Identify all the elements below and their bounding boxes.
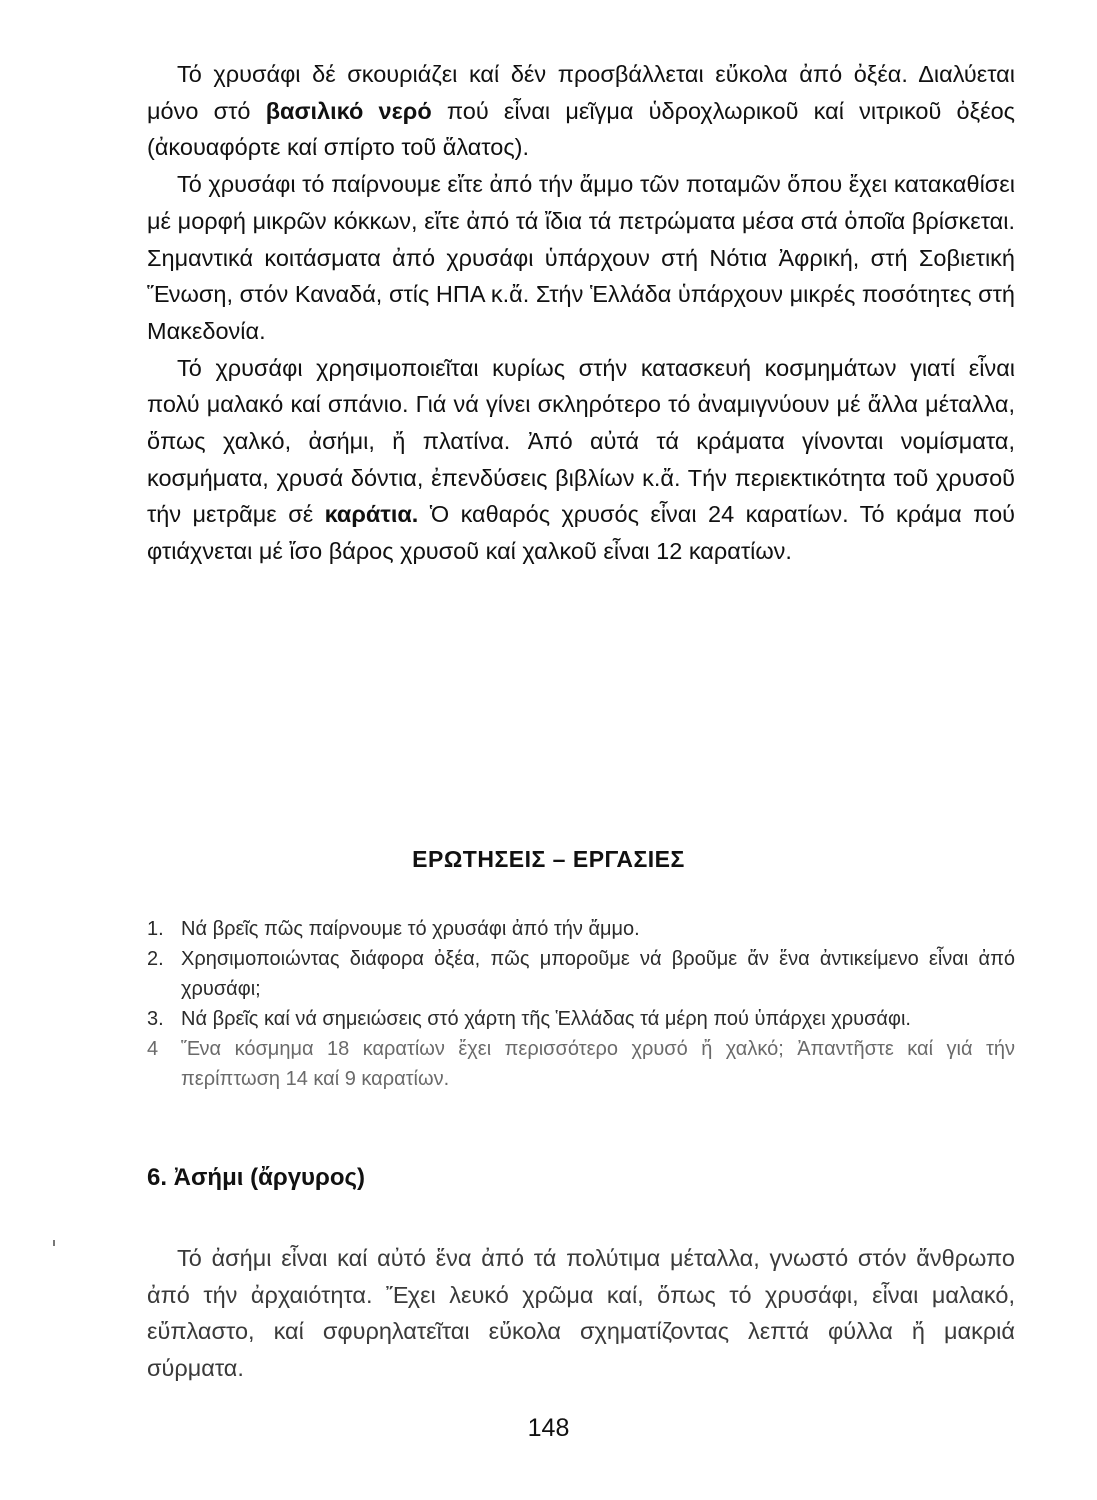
question-text: Νά βρεῖς πῶς παίρνουμε τό χρυσάφι ἀπό τήν ἄμμο. [181, 918, 640, 940]
question-text: Νά βρεῖς καί νά σημειώσεις στό χάρτη τῆς Ἑλλάδας τά μέρη πού ὑπάρχει χρυσάφι. [181, 1008, 911, 1030]
gold-paragraph-2 [147, 166, 1015, 350]
question-text: Χρησιμοποιώντας διάφορα ὀξέα, πῶς μποροῦμε νά βροῦμε ἄν ἕνα ἀντικείμενο εἶναι ἀπό χρυσάφι; [181, 948, 1015, 1000]
question-text: Ἕνα κόσμημα 18 καρατίων ἔχει περισσότερο χρυσό ἤ χαλκό; Ἀπαντῆστε καί γιά τήν περίπτωση 14 καί 9 καρατίων. [181, 1038, 1015, 1090]
silver-paragraph: Τό ἀσήμι εἶναι καί αὐτό ἕνα ἀπό τά πολύτιμα μέταλλα, γνωστό στόν ἄνθρωπο ἀπό τήν ἀρχαιότητα. Ἔχει λευκό χρῶμα καί, ὅπως τό χρυσάφι, εἶναι μαλακό, εὔπλαστο, καί σφυρηλατεῖται εὔκολα σχηματίζοντας λεπτά φύλλα ἤ μακριά σύρματα. [147, 1245, 1015, 1382]
question-item [147, 1004, 1015, 1034]
silver-section-title: 6. Ἀσήμι (ἄργυρος) [147, 1164, 366, 1191]
questions-list [147, 914, 1015, 1094]
page-number: 148 [527, 1414, 570, 1442]
question-item [147, 914, 1015, 944]
gold-section [147, 56, 1015, 570]
question-item [147, 944, 1015, 1004]
gold-p3-text-2: Ὁ καθαρός χρυσός εἶναι 24 καρατίων. Τό κράμα πού φτιάχνεται μέ ἴσο βάρος χρυσοῦ καί χαλκοῦ εἶναι 12 καρατίων. [147, 501, 1015, 565]
questions-heading: ΕΡΩΤΗΣΕΙΣ – ΕΡΓΑΣΙΕΣ [412, 846, 685, 872]
gold-p2-text: Τό χρυσάφι τό παίρνουμε εἴτε ἀπό τήν ἄμμο τῶν ποταμῶν ὅπου ἔχει κατακαθίσει μέ μορφή μικρῶν κόκκων, εἴτε ἀπό τά ἴδια τά πετρώματα μέσα στά ὁποῖα βρίσκεται. Σημαντικά κοιτάσματα ἀπό χρυσάφι ὑπάρχουν στή Νότια Ἀφρική, στή Σοβιετική Ἕνωση, στόν Καναδά, στίς ΗΠΑ κ.ἄ. Στήν Ἑλλάδα ὑπάρχουν μικρές ποσότητες στή Μακεδονία. [147, 171, 1015, 344]
question-number: 3. [147, 1008, 164, 1030]
question-number: 1. [147, 918, 164, 940]
gold-p1-text-1: Τό χρυσάφι δέ σκουριάζει καί δέν προσβάλλεται εὔκολα ἀπό ὀξέα. Διαλύεται μόνο στό [147, 61, 1015, 124]
question-item [147, 1034, 1015, 1094]
carats-term: καράτια. [324, 501, 419, 528]
gold-paragraph-1 [147, 56, 1015, 166]
aqua-regia-term: βασιλικό νερό [265, 97, 432, 124]
gold-p1-text-2: πού εἶναι μεῖγμα ὑδροχλωρικοῦ καί νιτρικοῦ ὀξέος (ἀκουαφόρτε καί σπίρτο τοῦ ἅλατος). [147, 97, 1016, 161]
silver-section [147, 1240, 1015, 1387]
question-number: 2. [147, 948, 164, 970]
scan-speck [53, 1240, 55, 1246]
gold-p3-text-1: Τό χρυσάφι χρησιμοποιεῖται κυρίως στήν κατασκευή κοσμημάτων γιατί εἶναι πολύ μαλακό καί σπάνιο. Γιά νά γίνει σκληρότερο τό ἀναμιγνύουν μέ ἄλλα μέταλλα, ὅπως χαλκό, ἀσήμι, ἤ πλατίνα. Ἀπό αὐτά τά κράματα γίνονται νομίσματα, κοσμήματα, χρυσά δόντια, ἐπενδύσεις βιβλίων κ.ἄ. Τήν περιεκτικότητα τοῦ χρυσοῦ τήν μετρᾶμε σέ [147, 354, 1015, 528]
gold-paragraph-3 [147, 350, 1015, 570]
question-number: 4 [147, 1038, 159, 1060]
